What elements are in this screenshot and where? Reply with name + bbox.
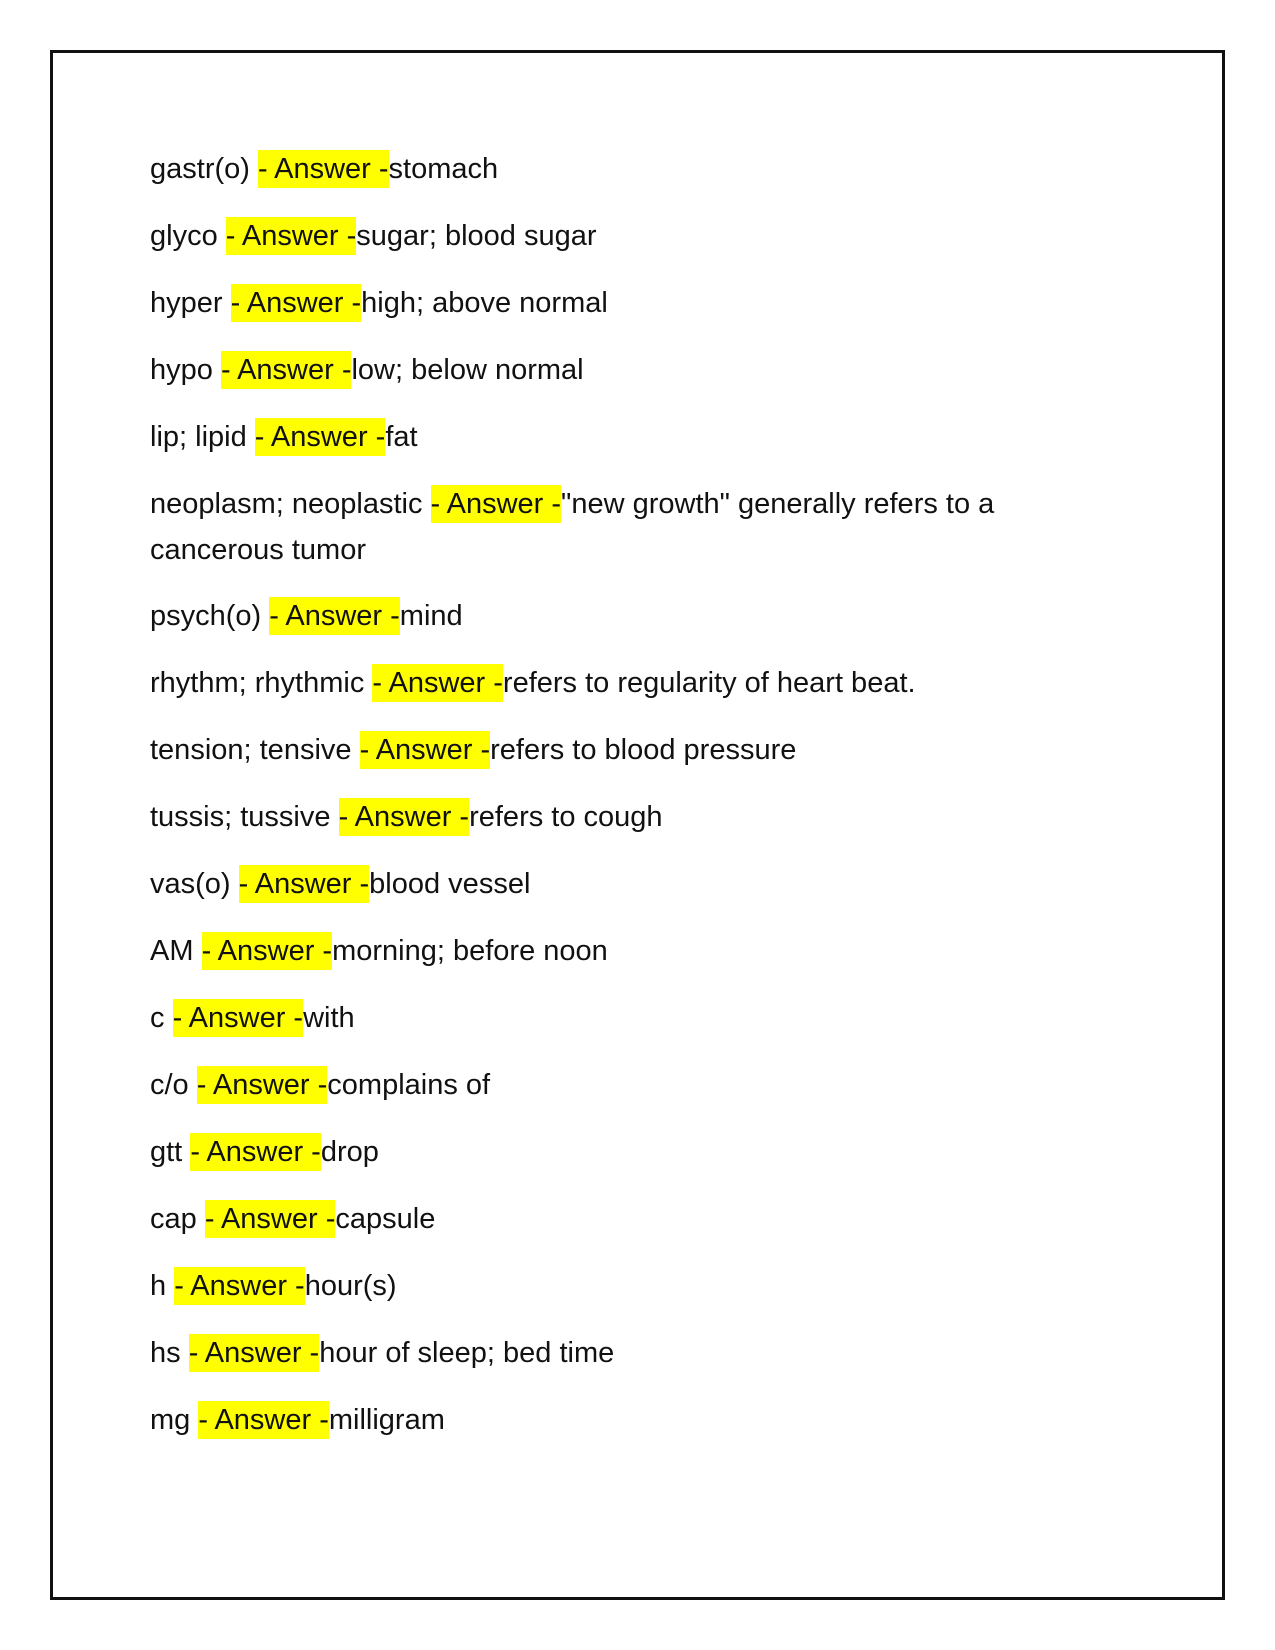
list-item — [150, 146, 1080, 192]
term: h — [150, 1270, 175, 1302]
list-item — [150, 995, 1080, 1041]
answer-label: - Answer - — [239, 865, 370, 903]
answer-label: - Answer - — [339, 798, 470, 836]
list-item — [150, 347, 1080, 393]
list-item — [150, 213, 1080, 259]
answer-label: - Answer - — [202, 932, 333, 970]
list-item — [150, 861, 1080, 907]
definition: drop — [320, 1136, 379, 1168]
list-item — [150, 727, 1080, 773]
term: neoplasm; neoplastic — [150, 488, 431, 520]
definition: mind — [399, 600, 463, 632]
definition: low; below normal — [351, 354, 584, 386]
list-item — [150, 660, 1080, 706]
term: hypo — [150, 354, 221, 386]
definition: "new growth" generally refers to a cancerous tumor — [150, 488, 995, 566]
term: c/o — [150, 1069, 197, 1101]
definition: refers to regularity of heart beat. — [502, 667, 916, 699]
definition: refers to blood pressure — [490, 734, 797, 766]
definition: refers to cough — [469, 801, 663, 833]
term: psych(o) — [150, 600, 270, 632]
answer-label: - Answer - — [360, 731, 491, 769]
answer-label: - Answer - — [205, 1200, 336, 1238]
term: tension; tensive — [150, 734, 360, 766]
answer-label: - Answer - — [431, 485, 562, 523]
definition: hour(s) — [304, 1270, 397, 1302]
list-item — [150, 794, 1080, 840]
definition: milligram — [328, 1404, 445, 1436]
term: c — [150, 1002, 173, 1034]
term: gtt — [150, 1136, 191, 1168]
term: lip; lipid — [150, 421, 255, 453]
term: vas(o) — [150, 868, 239, 900]
list-item — [150, 928, 1080, 974]
definition: high; above normal — [361, 287, 608, 319]
answer-label: - Answer - — [226, 217, 357, 255]
definition: fat — [385, 421, 418, 453]
answer-label: - Answer - — [258, 150, 389, 188]
list-item — [150, 1129, 1080, 1175]
answer-label: - Answer - — [269, 597, 400, 635]
list-item — [150, 280, 1080, 326]
list-item — [150, 414, 1080, 460]
answer-label: - Answer - — [173, 999, 304, 1037]
answer-label: - Answer - — [255, 418, 386, 456]
term: hs — [150, 1337, 189, 1369]
definition: hour of sleep; bed time — [319, 1337, 615, 1369]
definition: capsule — [335, 1203, 436, 1235]
list-item — [150, 1196, 1080, 1242]
term: tussis; tussive — [150, 801, 339, 833]
term: mg — [150, 1404, 199, 1436]
list-item — [150, 1397, 1080, 1443]
answer-label: - Answer - — [189, 1334, 320, 1372]
term: hyper — [150, 287, 231, 319]
definition: with — [303, 1002, 355, 1034]
answer-label: - Answer - — [198, 1401, 329, 1439]
answer-label: - Answer - — [190, 1133, 321, 1171]
definition: sugar; blood sugar — [356, 220, 597, 252]
definition: stomach — [388, 153, 499, 185]
list-item — [150, 1330, 1080, 1376]
definition: blood vessel — [369, 868, 531, 900]
term: gastr(o) — [150, 153, 258, 185]
definition: complains of — [327, 1069, 491, 1101]
answer-label: - Answer - — [221, 351, 352, 389]
answer-label: - Answer - — [372, 664, 503, 702]
list-item — [150, 1062, 1080, 1108]
list-item — [150, 481, 1080, 573]
term: cap — [150, 1203, 205, 1235]
term: AM — [150, 935, 202, 967]
list-item — [150, 593, 1080, 639]
answer-label: - Answer - — [231, 284, 362, 322]
term: rhythm; rhythmic — [150, 667, 373, 699]
answer-label: - Answer - — [174, 1267, 305, 1305]
definition: morning; before noon — [332, 935, 608, 967]
answer-label: - Answer - — [197, 1066, 328, 1104]
term: glyco — [150, 220, 226, 252]
flashcard-list — [150, 146, 1080, 1464]
list-item — [150, 1263, 1080, 1309]
